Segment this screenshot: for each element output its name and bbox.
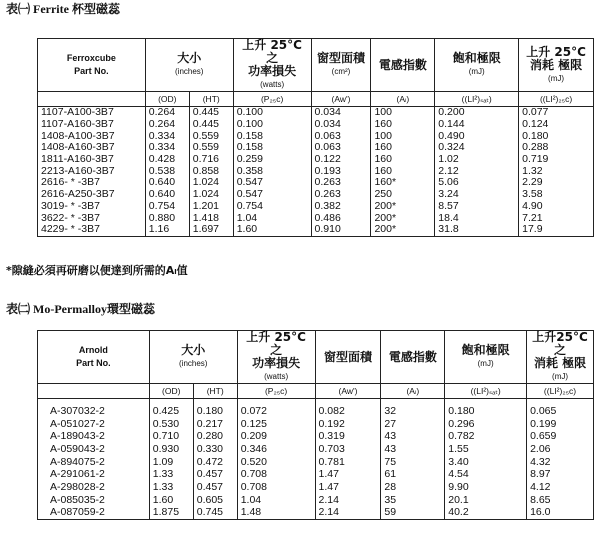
value-cell: 59	[381, 507, 445, 520]
value-cell: 31.8	[435, 224, 519, 236]
value-cell: 0.124	[522, 118, 549, 131]
part-no-header-label: Ferroxcube Part No.	[66, 53, 116, 76]
part-number-cell: A-291061-2	[38, 468, 150, 481]
subheader-cell: (P₂₅c)	[233, 92, 311, 107]
power-loss-header-unit: (watts)	[260, 80, 285, 89]
power-loss-header	[233, 39, 311, 92]
power-loss-header-label: 上升 25°C 之 功率損失	[246, 330, 306, 370]
part-no-header-label: Arnold Part No.	[76, 345, 111, 368]
value-cell: 0.100	[233, 119, 311, 131]
table-row	[38, 177, 594, 189]
value-cell: 1.02	[435, 154, 519, 166]
window-area-header-unit: (cm²)	[331, 67, 351, 76]
value-cell: 0.457	[193, 468, 237, 481]
value-cell: 2.12	[435, 165, 519, 177]
value-cell: 20.1	[445, 494, 527, 507]
subheader-blank	[38, 384, 150, 399]
value-cell: 28	[381, 481, 445, 494]
ferrite-cup-core-table	[37, 38, 594, 237]
value-cell: 43	[381, 430, 445, 443]
value-cell: 0.703	[315, 443, 381, 456]
value-cell: 0.457	[193, 481, 237, 494]
value-cell: 8.97	[530, 468, 551, 481]
value-cell: 2.14	[315, 494, 381, 507]
value-cell: 0.745	[193, 507, 237, 520]
value-cell: 1.09	[149, 456, 193, 469]
subheader-cell: (Aₗ)	[381, 384, 445, 399]
value-cell: 0.490	[435, 130, 519, 142]
subheader-cell: (HT)	[189, 92, 233, 107]
value-cell: 0.125	[237, 418, 315, 431]
value-cell: 4.90	[522, 199, 543, 212]
subheader-cell: (OD)	[149, 384, 193, 399]
dissipation-limit-header-unit: (mJ)	[552, 372, 569, 381]
window-area-header-label: 窗型面積	[316, 51, 365, 65]
subheader-cell: ((LI²)₂₅c)	[519, 92, 594, 107]
subheader-cell: (OD)	[145, 92, 189, 107]
value-cell: 0.280	[193, 430, 237, 443]
value-cell: 0.538	[145, 165, 189, 177]
saturation-limit-header-label: 飽和極限	[452, 51, 501, 65]
dissipation-limit-header	[527, 331, 594, 384]
value-cell: 0.910	[311, 224, 371, 236]
value-cell: 0.077	[522, 106, 549, 119]
table1-body	[38, 107, 594, 237]
value-cell: 0.358	[233, 165, 311, 177]
value-cell: 0.559	[189, 130, 233, 142]
part-number-cell: A-085035-2	[38, 494, 150, 507]
value-cell: 0.319	[315, 430, 381, 443]
part-number-cell: A-298028-2	[38, 481, 150, 494]
part-number-cell: A-894075-2	[38, 456, 150, 469]
value-cell: 160	[371, 142, 435, 154]
inductance-index-header-label: 電感指數	[388, 349, 437, 364]
value-cell: 2.29	[522, 176, 543, 189]
mo-permalloy-toroid-table	[37, 330, 594, 520]
value-cell: 0.754	[233, 201, 311, 213]
value-cell: 1.697	[189, 224, 233, 236]
part-number-cell: 1107-A100-3B7	[38, 107, 146, 119]
subheader-cell: ((LI²)₂₅c)	[527, 384, 594, 399]
part-number-cell: A-051027-2	[38, 418, 150, 431]
value-cell: 0.547	[233, 189, 311, 201]
subheader-blank	[38, 92, 146, 107]
value-cell: 16.0	[530, 506, 551, 519]
table-row	[38, 224, 594, 236]
value-cell: 200*	[371, 201, 435, 213]
value-cell: 0.063	[311, 142, 371, 154]
table-row	[38, 142, 594, 154]
size-header	[145, 39, 233, 92]
value-cell: 0.264	[145, 119, 189, 131]
value-cell: 2.14	[315, 507, 381, 520]
window-area-header	[315, 331, 381, 384]
value-cell: 4.12	[530, 480, 551, 493]
table-row	[38, 165, 594, 177]
part-number-cell: 4229- * -3B7	[38, 224, 146, 236]
subheader-cell: ((LI²)ₛₐₜ)	[445, 384, 527, 399]
value-cell: 0.708	[237, 468, 315, 481]
value-cell: 0.330	[193, 443, 237, 456]
value-cell: 0.324	[435, 142, 519, 154]
value-cell: 0.122	[311, 154, 371, 166]
value-cell: 0.296	[445, 418, 527, 431]
value-cell: 200*	[371, 224, 435, 236]
table-row	[38, 468, 594, 481]
value-cell: 0.708	[237, 481, 315, 494]
part-number-cell: 2213-A160-3B7	[38, 165, 146, 177]
part-number-cell: 1811-A160-3B7	[38, 154, 146, 166]
value-cell: 1.47	[315, 468, 381, 481]
part-number-cell: 2616- * -3B7	[38, 177, 146, 189]
inductance-index-header-label: 電感指數	[378, 57, 427, 72]
value-cell: 61	[381, 468, 445, 481]
size-header-label: 大小	[181, 343, 206, 357]
inductance-index-header	[381, 331, 445, 384]
value-cell: 0.445	[189, 119, 233, 131]
value-cell: 0.180	[522, 129, 549, 142]
power-loss-header-label: 上升 25°C 之 功率損失	[242, 38, 302, 78]
table-row	[38, 481, 594, 494]
size-header-label: 大小	[177, 51, 202, 65]
table2-body	[38, 399, 594, 520]
part-number-cell: A-189043-2	[38, 430, 150, 443]
value-cell: 100	[371, 107, 435, 119]
part-number-cell: 1408-A160-3B7	[38, 142, 146, 154]
value-cell: 1.33	[149, 481, 193, 494]
value-cell: 0.781	[315, 456, 381, 469]
value-cell: 43	[381, 443, 445, 456]
saturation-limit-header-unit: (mJ)	[468, 67, 485, 76]
value-cell: 40.2	[445, 507, 527, 520]
value-cell: 160	[371, 154, 435, 166]
power-loss-header	[237, 331, 315, 384]
value-cell: 18.4	[435, 212, 519, 224]
table-row	[38, 201, 594, 213]
value-cell: 7.21	[522, 211, 543, 224]
subheader-cell: ((LI²)ₛₐₜ)	[435, 92, 519, 107]
value-cell: 0.288	[522, 141, 549, 154]
value-cell: 0.065	[530, 404, 557, 417]
value-cell: 0.199	[530, 417, 557, 430]
value-cell: 160	[371, 119, 435, 131]
value-cell: 1.04	[237, 494, 315, 507]
value-cell: 0.180	[445, 405, 527, 418]
part-number-cell: 3622- * -3B7	[38, 212, 146, 224]
value-cell: 0.782	[445, 430, 527, 443]
value-cell: 1.875	[149, 507, 193, 520]
subheader-cell: (P₂₅c)	[237, 384, 315, 399]
value-cell: 0.209	[237, 430, 315, 443]
part-no-header	[38, 331, 150, 384]
value-cell: 0.100	[233, 107, 311, 119]
part-number-cell: A-307032-2	[38, 405, 150, 418]
value-cell: 160*	[371, 177, 435, 189]
value-cell: 4.54	[445, 468, 527, 481]
value-cell: 5.06	[435, 177, 519, 189]
size-header-unit: (inches)	[179, 359, 208, 368]
value-cell: 0.710	[149, 430, 193, 443]
table-row	[38, 430, 594, 443]
dissipation-limit-header	[519, 39, 594, 92]
value-cell: 4.32	[530, 455, 551, 468]
value-cell: 0.472	[193, 456, 237, 469]
subheader-cell: (HT)	[193, 384, 237, 399]
part-number-cell: 1107-A160-3B7	[38, 119, 146, 131]
table-row	[38, 107, 594, 119]
value-cell: 0.264	[145, 107, 189, 119]
table-row	[38, 418, 594, 431]
saturation-limit-header-label: 飽和極限	[461, 343, 510, 357]
table-row	[38, 130, 594, 142]
value-cell: 0.158	[233, 142, 311, 154]
subheader-cell: (Aₗ)	[371, 92, 435, 107]
value-cell: 1.33	[149, 468, 193, 481]
value-cell: 0.659	[530, 430, 557, 443]
value-cell: 3.40	[445, 456, 527, 469]
saturation-limit-header-unit: (mJ)	[477, 359, 494, 368]
value-cell: 0.263	[311, 189, 371, 201]
value-cell: 1.16	[145, 224, 189, 236]
value-cell: 0.425	[149, 405, 193, 418]
size-header-unit: (inches)	[175, 67, 204, 76]
value-cell: 0.486	[311, 212, 371, 224]
value-cell: 0.334	[145, 130, 189, 142]
value-cell: 0.640	[145, 189, 189, 201]
dissipation-limit-header-label: 上升25°C 之 消耗 極限	[532, 330, 588, 370]
part-no-header	[38, 39, 146, 92]
value-cell: 0.930	[149, 443, 193, 456]
value-cell: 0.082	[315, 405, 381, 418]
power-loss-header-unit: (watts)	[264, 372, 289, 381]
size-header	[149, 331, 237, 384]
value-cell: 1.024	[189, 189, 233, 201]
value-cell: 0.072	[237, 405, 315, 418]
table-row	[38, 456, 594, 469]
value-cell: 0.605	[193, 494, 237, 507]
value-cell: 0.200	[435, 107, 519, 119]
value-cell: 0.063	[311, 130, 371, 142]
value-cell: 75	[381, 456, 445, 469]
value-cell: 0.530	[149, 418, 193, 431]
part-number-cell: 2616-A250-3B7	[38, 189, 146, 201]
part-number-cell: 3019- * -3B7	[38, 201, 146, 213]
value-cell: 0.259	[233, 154, 311, 166]
value-cell: 100	[371, 130, 435, 142]
part-number-cell: A-059043-2	[38, 443, 150, 456]
window-area-header	[311, 39, 371, 92]
value-cell: 0.034	[311, 119, 371, 131]
value-cell: 17.9	[522, 223, 543, 236]
value-cell: 3.24	[435, 189, 519, 201]
value-cell: 0.193	[311, 165, 371, 177]
value-cell: 0.334	[145, 142, 189, 154]
value-cell: 0.428	[145, 154, 189, 166]
saturation-limit-header	[435, 39, 519, 92]
value-cell: 0.716	[189, 154, 233, 166]
value-cell: 9.90	[445, 481, 527, 494]
dissipation-limit-header-unit: (mJ)	[548, 73, 565, 83]
value-cell: 35	[381, 494, 445, 507]
value-cell: 1.60	[149, 494, 193, 507]
value-cell: 1.60	[233, 224, 311, 236]
value-cell: 200*	[371, 212, 435, 224]
value-cell: 250	[371, 189, 435, 201]
value-cell: 1.04	[233, 212, 311, 224]
subheader-cell: (Aw')	[315, 384, 381, 399]
value-cell: 0.520	[237, 456, 315, 469]
value-cell: 160	[371, 165, 435, 177]
value-cell: 0.158	[233, 130, 311, 142]
footnote: *隙縫必須再研磨以便達到所需的Aₗ值	[6, 264, 188, 277]
value-cell: 1.32	[522, 164, 543, 177]
value-cell: 8.57	[435, 201, 519, 213]
table1-caption: 表㈠ Ferrite 杯型磁蕊	[6, 2, 120, 16]
value-cell: 0.144	[435, 119, 519, 131]
value-cell: 0.346	[237, 443, 315, 456]
value-cell: 1.201	[189, 201, 233, 213]
value-cell: 0.559	[189, 142, 233, 154]
value-cell: 0.754	[145, 201, 189, 213]
inductance-index-header	[371, 39, 435, 92]
table1-subheader-row	[38, 92, 594, 107]
value-cell: 1.48	[237, 507, 315, 520]
value-cell: 0.180	[193, 405, 237, 418]
value-cell: 32	[381, 405, 445, 418]
part-number-cell: 1408-A100-3B7	[38, 130, 146, 142]
value-cell: 2.06	[530, 442, 551, 455]
value-cell: 1.47	[315, 481, 381, 494]
dissipation-limit-header-label: 上升 25°C 消耗 極限	[526, 44, 586, 72]
table-row	[38, 405, 594, 418]
saturation-limit-header	[445, 331, 527, 384]
value-cell: 27	[381, 418, 445, 431]
value-cell: 0.382	[311, 201, 371, 213]
table-row	[38, 443, 594, 456]
value-cell: 0.858	[189, 165, 233, 177]
value-cell: 8.65	[530, 493, 551, 506]
value-cell: 0.192	[315, 418, 381, 431]
value-cell: 0.640	[145, 177, 189, 189]
table2-subheader-row	[38, 384, 594, 399]
part-number-cell: A-087059-2	[38, 507, 150, 520]
table-row	[38, 119, 594, 131]
window-area-header-label: 窗型面積	[323, 349, 372, 364]
value-cell: 0.547	[233, 177, 311, 189]
table-row	[38, 189, 594, 201]
value-cell: 0.880	[145, 212, 189, 224]
value-cell: 1.024	[189, 177, 233, 189]
value-cell: 3.58	[522, 188, 543, 201]
table2-caption: 表㈡ Mo-Permalloy環型磁蕊	[6, 302, 155, 316]
value-cell: 0.719	[522, 153, 549, 166]
value-cell: 0.445	[189, 107, 233, 119]
table-row	[38, 507, 594, 520]
value-cell: 1.418	[189, 212, 233, 224]
value-cell: 0.034	[311, 107, 371, 119]
subheader-cell: (Aw')	[311, 92, 371, 107]
table-row	[38, 154, 594, 166]
value-cell: 0.263	[311, 177, 371, 189]
value-cell: 0.217	[193, 418, 237, 431]
table-row	[38, 212, 594, 224]
table-row	[38, 494, 594, 507]
value-cell: 1.55	[445, 443, 527, 456]
